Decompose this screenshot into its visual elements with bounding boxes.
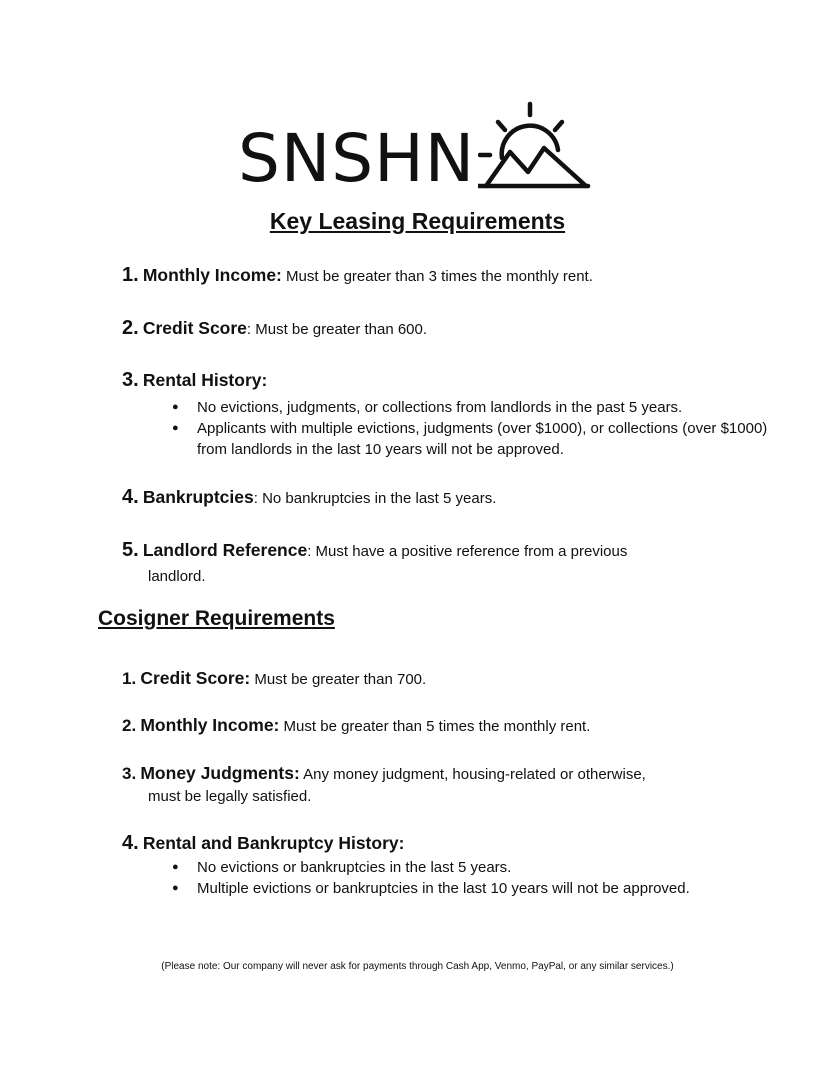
leasing-item-bankruptcies bbox=[122, 486, 762, 510]
item-number: 1. bbox=[122, 669, 137, 688]
item-text: : No bankruptcies in the last 5 years. bbox=[253, 490, 497, 507]
item-text: Must be greater than 3 times the monthly rent. bbox=[281, 268, 593, 285]
company-logo bbox=[238, 100, 598, 195]
item-label: Rental and Bankruptcy History: bbox=[142, 833, 405, 853]
leasing-item-landlord-reference bbox=[122, 539, 762, 588]
sun-mountain-icon bbox=[478, 100, 593, 192]
item-label: Money Judgments: bbox=[140, 763, 300, 783]
item-text: Any money judgment, housing-related or otherwise, bbox=[299, 766, 646, 783]
rental-history-bullets bbox=[172, 397, 772, 460]
cosigner-item-monthly-income bbox=[122, 714, 762, 738]
item-label: Credit Score bbox=[142, 318, 247, 338]
item-number: 4. bbox=[122, 832, 139, 854]
item-number: 2. bbox=[122, 716, 137, 735]
logo-wordmark: SNSHN bbox=[238, 120, 476, 197]
item-label: Landlord Reference bbox=[142, 540, 308, 560]
cosigner-item-rental-bankruptcy-history bbox=[122, 832, 762, 856]
cosigner-item-money-judgments bbox=[122, 762, 762, 808]
item-label: Credit Score: bbox=[140, 668, 251, 688]
item-number: 5. bbox=[122, 539, 139, 561]
item-text-continued: must be legally satisfied. bbox=[148, 788, 312, 805]
leasing-item-rental-history bbox=[122, 369, 762, 393]
item-text: Must be greater than 5 times the monthly rent. bbox=[279, 718, 591, 735]
item-number: 1. bbox=[122, 264, 139, 286]
rental-bankruptcy-bullets bbox=[172, 857, 772, 899]
leasing-item-monthly-income bbox=[122, 264, 762, 288]
item-text-continued: landlord. bbox=[148, 568, 206, 585]
list-item: ● Multiple evictions or bankruptcies in the last 10 years will not be approved. bbox=[172, 878, 772, 899]
list-item: ● Applicants with multiple evictions, judgments (over $1000), or collections (over $1000) from landlords in the last 10 years will not be approved. bbox=[172, 418, 772, 460]
item-text: Must be greater than 700. bbox=[250, 671, 427, 688]
item-label: Monthly Income: bbox=[140, 715, 280, 735]
item-label: Bankruptcies bbox=[142, 487, 254, 507]
item-text: : Must be greater than 600. bbox=[246, 321, 428, 338]
leasing-item-credit-score bbox=[122, 317, 762, 341]
cosigner-item-credit-score bbox=[122, 667, 762, 691]
item-number: 2. bbox=[122, 317, 139, 339]
list-item: ● No evictions or bankruptcies in the last 5 years. bbox=[172, 857, 772, 878]
item-label: Monthly Income: bbox=[142, 265, 282, 285]
cosigner-section-title: Cosigner Requirements bbox=[98, 607, 335, 630]
list-item: ● No evictions, judgments, or collections from landlords in the past 5 years. bbox=[172, 397, 772, 418]
item-number: 3. bbox=[122, 764, 137, 783]
page-title: Key Leasing Requirements bbox=[269, 208, 566, 234]
item-number: 3. bbox=[122, 369, 139, 391]
payment-note: (Please note: Our company will never ask for payments through Cash App, Venmo, PayPal, or any similar services.) bbox=[161, 961, 674, 972]
item-number: 4. bbox=[122, 486, 139, 508]
item-label: Rental History: bbox=[142, 370, 268, 390]
item-text: : Must have a positive reference from a previous bbox=[307, 543, 628, 560]
